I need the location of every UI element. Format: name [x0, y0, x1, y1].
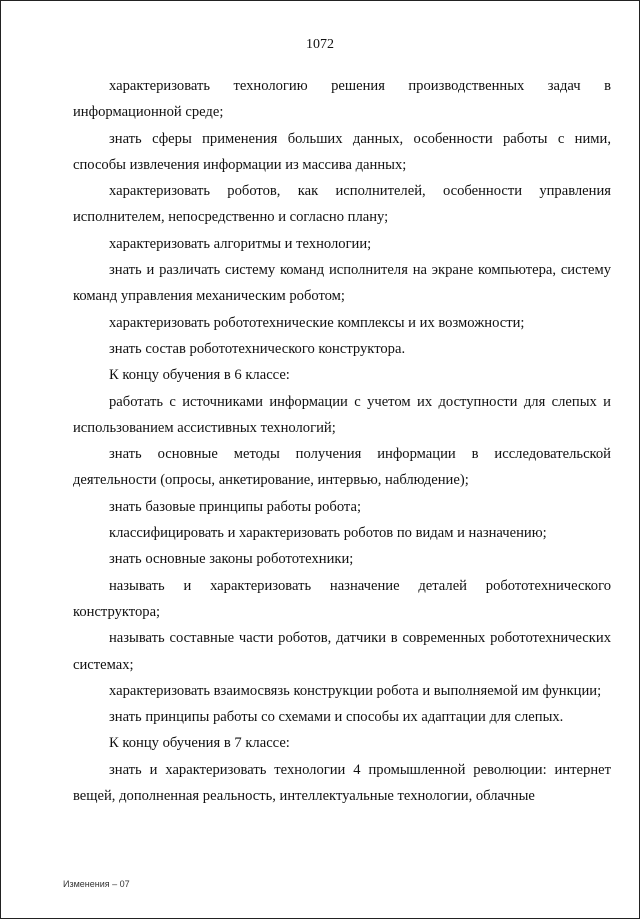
paragraph: называть и характеризовать назначение деталей робототехнического конструктора;	[73, 577, 611, 620]
paragraph: классифицировать и характеризовать роботов по видам и назначению;	[109, 525, 547, 542]
paragraph: характеризовать робототехнические комплексы и их возможности;	[109, 314, 525, 331]
section-heading: К концу обучения в 6 классе:	[109, 367, 290, 384]
paragraph: характеризовать технологию решения производственных задач в информационной среде;	[73, 78, 611, 121]
paragraph: знать основные законы робототехники;	[109, 551, 354, 568]
paragraph: знать и характеризовать технологии 4 промышленной революции: интернет вещей, дополненная реальность, интеллектуальные технологии, облачные	[73, 761, 611, 805]
paragraph: характеризовать роботов, как исполнителей, особенности управления исполнителем, непосредственно и согласно плану;	[73, 183, 611, 226]
paragraph: знать состав робототехнического конструктора.	[109, 340, 406, 357]
section-heading: К концу обучения в 7 классе:	[109, 735, 290, 752]
footer-note: Изменения – 07	[63, 879, 130, 889]
page-number: 1072	[306, 37, 334, 52]
page-body	[73, 73, 611, 809]
paragraph: характеризовать алгоритмы и технологии;	[109, 235, 372, 252]
paragraph: называть составные части роботов, датчики в современных робототехнических системах;	[73, 630, 611, 673]
paragraph: знать основные методы получения информации в исследовательской деятельности (опросы, анкетирование, интервью, наблюдение);	[73, 446, 611, 489]
paragraph: знать сферы применения больших данных, особенности работы с ними, способы извлечения информации из массива данных;	[73, 130, 611, 173]
paragraph: характеризовать взаимосвязь конструкции робота и выполняемой им функции;	[109, 682, 602, 699]
paragraph: знать и различать систему команд исполнителя на экране компьютера, систему команд управления механическим роботом;	[73, 262, 611, 305]
paragraph: работать с источниками информации с учетом их доступности для слепых и использованием ассистивных технологий;	[73, 393, 611, 436]
paragraph: знать базовые принципы работы робота;	[109, 498, 362, 515]
paragraph: знать принципы работы со схемами и способы их адаптации для слепых.	[109, 709, 564, 726]
